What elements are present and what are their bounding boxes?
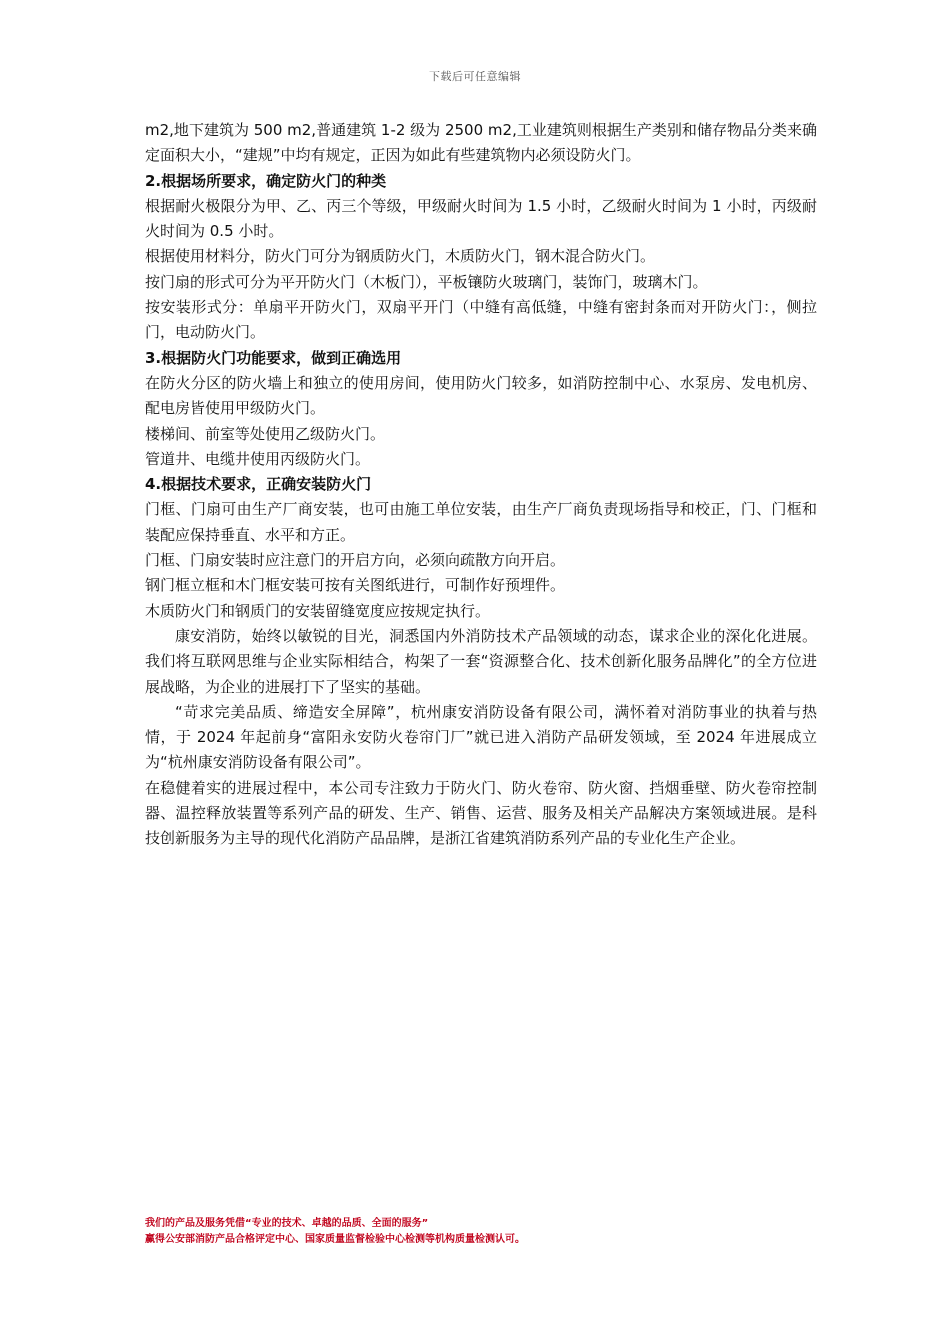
company-paragraph: 在稳健着实的进展过程中，本公司专注致力于防火门、防火卷帘、防火窗、挡烟垂壁、防火卷帘控制器、温控释放装置等系列产品的研发、生产、销售、运营、服务及相关产品解决方案领域进展。是科技创新服务为主导的现代化消防产品品牌，是浙江省建筑消防系列产品的专业化生产企业。	[145, 778, 817, 848]
company-paragraph: 康安消防，始终以敏锐的目光，洞悉国内外消防技术产品领域的动态，谋求企业的深化化进展。我们将互联网思维与企业实际相结合，构架了一套“资源整合化、技术创新化服务品牌化”的全方位进展战略，为企业的进展打下了坚实的基础。	[145, 626, 817, 696]
paragraph: 按门扇的形式可分为平开防火门（木板门），平板镶防火玻璃门，装饰门，玻璃木门。	[145, 272, 708, 291]
section-heading: 4.根据技术要求，正确安装防火门	[145, 475, 372, 494]
footer-line: 赢得公安部消防产品合格评定中心、国家质量监督检验中心检测等机构质量检测认可。	[145, 1234, 525, 1245]
footer-line: 我们的产品及服务凭借“专业的技术、卓越的品质、全面的服务”	[145, 1218, 429, 1229]
paragraph: 管道井、电缆井使用丙级防火门。	[145, 449, 371, 468]
footer-slogan	[145, 1216, 825, 1248]
paragraph: m2,地下建筑为 500 m2,普通建筑 1-2 级为 2500 m2,工业建筑则根据生产类别和储存物品分类来确定面积大小，“建规”中均有规定，正因为如此有些建筑物内必须设防火门。	[145, 121, 817, 165]
section-heading: 3.根据防火门功能要求，做到正确选用	[145, 348, 402, 367]
paragraph: 门框、门扇安装时应注意门的开启方向，必须向疏散方向开启。	[145, 551, 566, 570]
paragraph: 根据耐火极限分为甲、乙、丙三个等级，甲级耐火时间为 1.5 小时，乙级耐火时间为 1 小时，丙级耐火时间为 0.5 小时。	[145, 196, 817, 241]
company-paragraph: “苛求完美品质、缔造安全屏障”，杭州康安消防设备有限公司，满怀着对消防事业的执着与热情，于 2024 年起前身“富阳永安防火卷帘门厂”就已进入消防产品研发领域，至 2024 年进展成立为“杭州康安消防设备有限公司”。	[145, 702, 817, 772]
page-header: 下载后可任意编辑	[429, 70, 521, 83]
paragraph: 楼梯间、前室等处使用乙级防火门。	[145, 424, 386, 443]
document-body	[145, 118, 817, 852]
section-heading: 2.根据场所要求，确定防火门的种类	[145, 171, 387, 190]
paragraph: 在防火分区的防火墙上和独立的使用房间，使用防火门较多，如消防控制中心、水泵房、发电机房、配电房皆使用甲级防火门。	[145, 373, 817, 418]
paragraph: 门框、门扇可由生产厂商安装，也可由施工单位安装，由生产厂商负责现场指导和校正，门、门框和装配应保持垂直、水平和方正。	[145, 500, 817, 544]
paragraph: 根据使用材料分，防火门可分为钢质防火门，木质防火门，钢木混合防火门。	[145, 247, 656, 266]
paragraph: 按安装形式分：单扇平开防火门，双扇平开门（中缝有高低缝，中缝有密封条而对开防火门：，侧拉门，电动防火门。	[145, 298, 817, 342]
paragraph: 钢门框立框和木门框安装可按有关图纸进行，可制作好预埋件。	[145, 576, 566, 595]
paragraph: 木质防火门和钢质门的安装留缝宽度应按规定执行。	[145, 601, 491, 620]
